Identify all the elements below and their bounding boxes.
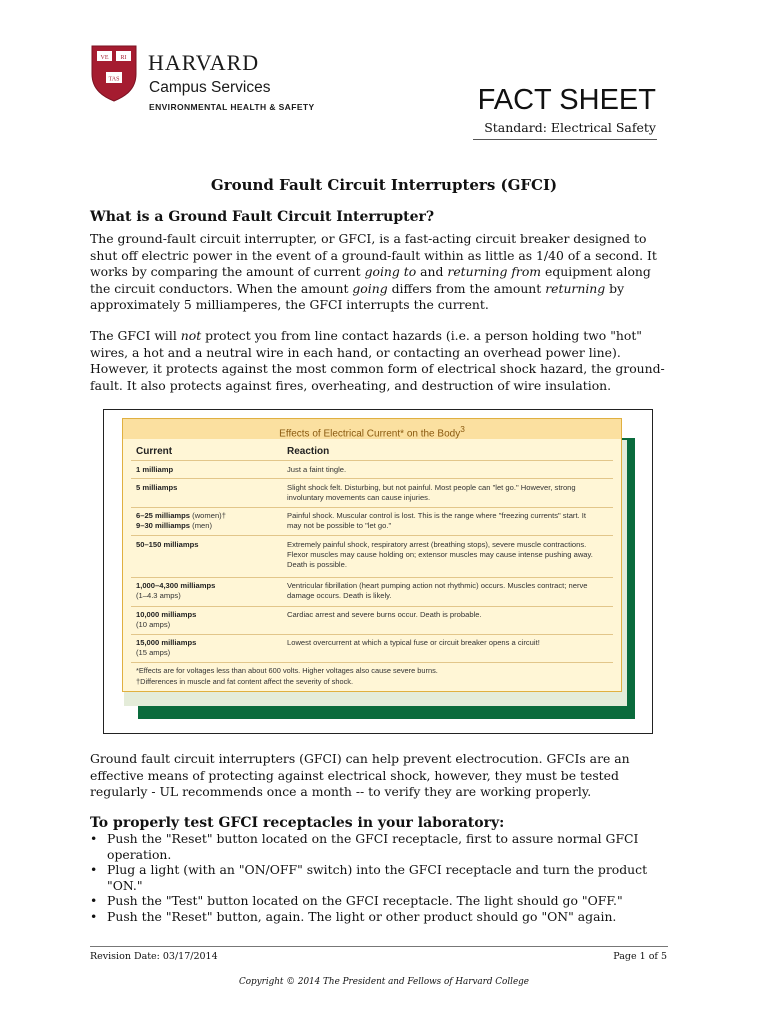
page-number: Page 1 of 5 [613, 951, 667, 962]
table-cell-current [136, 610, 281, 630]
list-item: • Push the "Reset" button located on the GFCI receptacle, first to assure normal GFCI operation. [90, 831, 670, 862]
test-steps-list [90, 831, 670, 924]
current-value: 10,000 milliamps [136, 610, 197, 619]
row-divider [131, 634, 613, 635]
emphasis-going: going [352, 280, 388, 296]
text-run: differs from the amount [387, 280, 546, 296]
text-run: by approximately 5 milliamperes, the GFCI interrupts the current. [90, 280, 625, 313]
emphasis-returning-from: returning from [447, 264, 542, 280]
table-cell-reaction: Just a faint tingle. [287, 465, 347, 474]
column-header-reaction: Reaction [287, 446, 330, 457]
section-heading-test-receptacles: To properly test GFCI receptacles in your laboratory: [90, 815, 505, 831]
current-amps: (10 amps) [136, 620, 171, 629]
table-cell-reaction: Ventricular fibrillation (heart pumping action not rhythmic) occurs. Muscles contract; nerve damage occurs. Death is likely. [287, 581, 588, 600]
table-cell-current [136, 581, 281, 601]
footer-divider [90, 946, 668, 947]
list-item: • Plug a light (with an "ON/OFF" switch) into the GFCI receptacle and turn the product "ON." [90, 862, 670, 893]
paragraph-gfci-protection [90, 328, 670, 394]
brand-subtitle: Campus Services [149, 79, 271, 96]
row-divider [131, 507, 613, 508]
table-cell-reaction: Lowest overcurrent at which a typical fuse or circuit breaker opens a circuit! [287, 638, 540, 647]
fact-sheet-title: FACT SHEET [477, 84, 656, 116]
table-cell-reaction: Extremely painful shock, respiratory arrest (breathing stops), severe muscle contractions. Flexor muscles may cause holding on; extensor muscles may cause intense pushing away. Death is possible. [287, 540, 593, 569]
current-men: 9–30 milliamps [136, 521, 191, 530]
text-run: and [416, 264, 448, 280]
row-divider [131, 460, 613, 461]
effects-of-current-table [122, 418, 622, 692]
text-run: The ground-fault circuit interrupter, or GFCI, is a fast-acting circuit breaker designed to shut off electric power in the event of a ground-fault within as little as 1/40 of a second. It works by comparing the amount of current [90, 231, 657, 280]
table-cell-current [136, 511, 281, 531]
table-cell-reaction: Cardiac arrest and severe burns occur. Death is probable. [287, 610, 482, 619]
row-divider [131, 535, 613, 536]
section-heading-what-is-gfci: What is a Ground Fault Circuit Interrupter? [90, 209, 435, 225]
row-divider [131, 662, 613, 663]
shield-letters-ve: VE [100, 55, 109, 61]
table-cell-current: 50–150 milliamps [136, 540, 199, 549]
current-women: 6–25 milliamps [136, 511, 191, 520]
list-item: • Push the "Reset" button, again. The light or other product should go "ON" again. [90, 909, 670, 925]
paragraph-gfci-testing: Ground fault circuit interrupters (GFCI) can help prevent electrocution. GFCIs are an effective means of protecting against electrical shock, however, they must be tested regularly - UL recommends once a month -- to verify they are working properly. [90, 751, 630, 800]
text-run: protect you from line contact hazards (i.e. a person holding two "hot" wires, a hot and a neutral wire in each hand, or contacting an overhead power line). However, it protects against the most common form of electrical shock hazard, the ground-fault. It also protects against fires, overheating, and destruction of wire insulation. [90, 328, 665, 393]
text-run: The GFCI will [90, 328, 181, 343]
table-cell-reaction: Painful shock. Muscular control is lost. This is the range where "freezing currents" start. It may not be possible to "let go." [287, 511, 587, 530]
table-title [123, 424, 621, 439]
table-footnote-voltage: *Effects are for voltages less than about 600 volts. Higher voltages also cause severe burns. [136, 666, 438, 675]
current-amps: (1–4.3 amps) [136, 591, 181, 600]
standard-label: Standard: Electrical Safety [484, 120, 656, 135]
emphasis-returning: returning [545, 280, 606, 296]
current-value: 15,000 milliamps [136, 638, 197, 647]
table-cell-reaction: Slight shock felt. Disturbing, but not painful. Most people can "let go." However, strong involuntary movements can cause injuries. [287, 483, 576, 502]
copyright-notice: Copyright © 2014 The President and Fellows of Harvard College [238, 977, 530, 987]
table-footnote-differences: †Differences in muscle and fat content affect the severity of shock. [136, 677, 354, 686]
table-title-footnote-ref: 3 [460, 424, 465, 434]
table-cell-current [136, 638, 281, 658]
row-divider [131, 606, 613, 607]
brand-name: HARVARD [148, 50, 260, 75]
table-cell-current: 1 milliamp [136, 465, 174, 474]
column-header-current: Current [136, 446, 173, 457]
header-divider [473, 139, 657, 140]
list-item: • Push the "Test" button located on the GFCI receptacle. The light should go "OFF." [90, 893, 670, 909]
current-value: 1,000–4,300 milliamps [136, 581, 216, 590]
table-cell-current: 5 milliamps [136, 483, 178, 492]
row-divider [131, 478, 613, 479]
revision-date: Revision Date: 03/17/2014 [90, 951, 218, 962]
document-title: Ground Fault Circuit Interrupters (GFCI) [210, 176, 558, 194]
shield-letters-ri: RI [120, 55, 127, 61]
current-amps: (15 amps) [136, 648, 171, 657]
harvard-shield-logo [90, 44, 138, 102]
paragraph-gfci-definition [90, 231, 670, 314]
current-men-note: (men) [192, 521, 213, 530]
table-title-text: Effects of Electrical Current* on the Body [279, 428, 461, 440]
brand-department: ENVIRONMENTAL HEALTH & SAFETY [149, 102, 315, 112]
current-women-note: (women)† [192, 511, 226, 520]
emphasis-not: not [180, 328, 202, 343]
shield-letters-tas: TAS [108, 76, 120, 83]
text-run: equipment along the circuit conductors. When the amount [90, 264, 651, 296]
row-divider [131, 577, 613, 578]
emphasis-going-to: going to [364, 264, 417, 280]
